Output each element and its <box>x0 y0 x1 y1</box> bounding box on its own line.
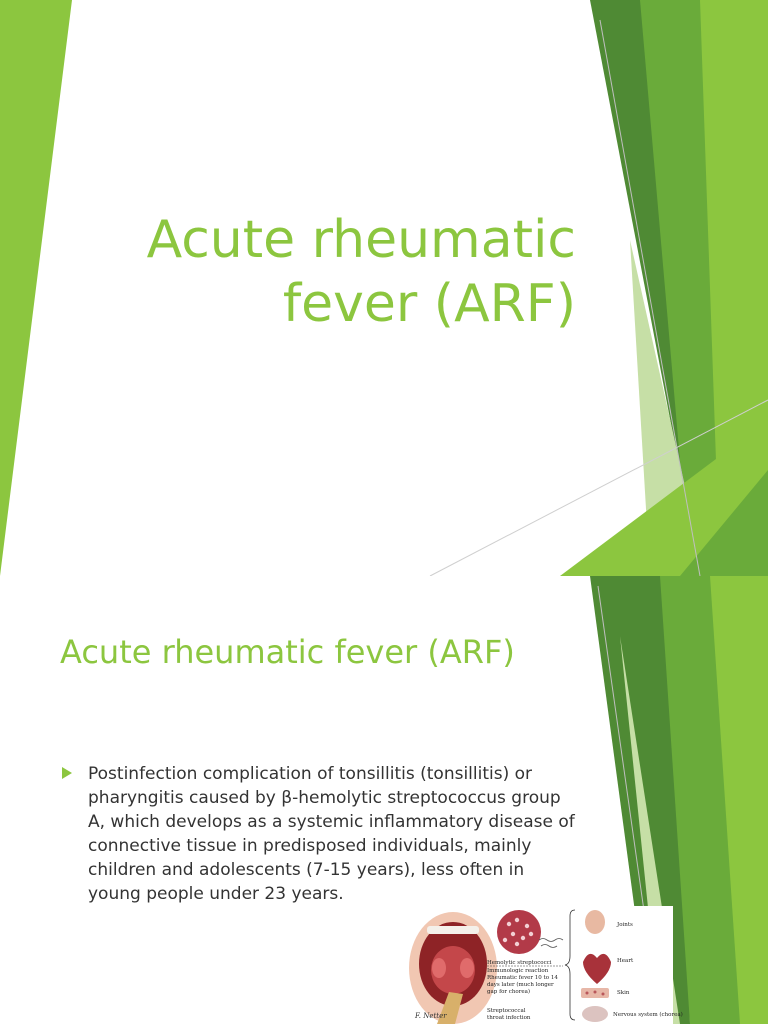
slide-title: Acute rheumatic fever (ARF) <box>60 633 515 671</box>
artist-signature: F. Netter <box>415 1012 447 1020</box>
joint-icon <box>585 910 605 934</box>
label-throat-2: throat infection <box>487 1015 531 1021</box>
title-line-2: fever (ARF) <box>282 274 576 334</box>
label-rf-2: days later (much longer <box>487 982 554 988</box>
label-nervous: Nervous system (chorea) <box>613 1012 683 1018</box>
label-immuno: Immunologic reaction <box>487 968 549 974</box>
petri-dish-icon <box>497 910 541 954</box>
upper-teeth-icon <box>427 926 479 934</box>
bullet-item <box>60 762 580 906</box>
brain-icon <box>582 1006 608 1022</box>
label-joints: Joints <box>617 922 633 928</box>
title-line-1: Acute rheumatic <box>146 210 576 270</box>
label-skin: Skin <box>617 990 630 996</box>
label-throat-1: Streptococcal <box>487 1008 526 1014</box>
label-rf-3: gap for chorea) <box>487 989 531 995</box>
bullet-list <box>60 762 580 906</box>
medical-illustration <box>405 906 683 1024</box>
label-heart: Heart <box>617 958 634 964</box>
bullet-text: Postinfection complication of tonsillitis (tonsillitis) or pharyngitis caused by β-hemolytic streptococcus group A, which develops as a systemic inflammatory disease of connective tissue in predisposed individuals, mainly children and adolescents (7-15 years), less often in young people under 23 years. <box>88 764 575 904</box>
slide-title <box>56 208 576 336</box>
triangle-bullet-icon <box>62 767 72 779</box>
content-slide <box>0 576 768 1024</box>
label-hemolytic: Hemolytic streptococci <box>487 960 552 966</box>
label-rf-1: Rheumatic fever 10 to 14 <box>487 975 558 981</box>
